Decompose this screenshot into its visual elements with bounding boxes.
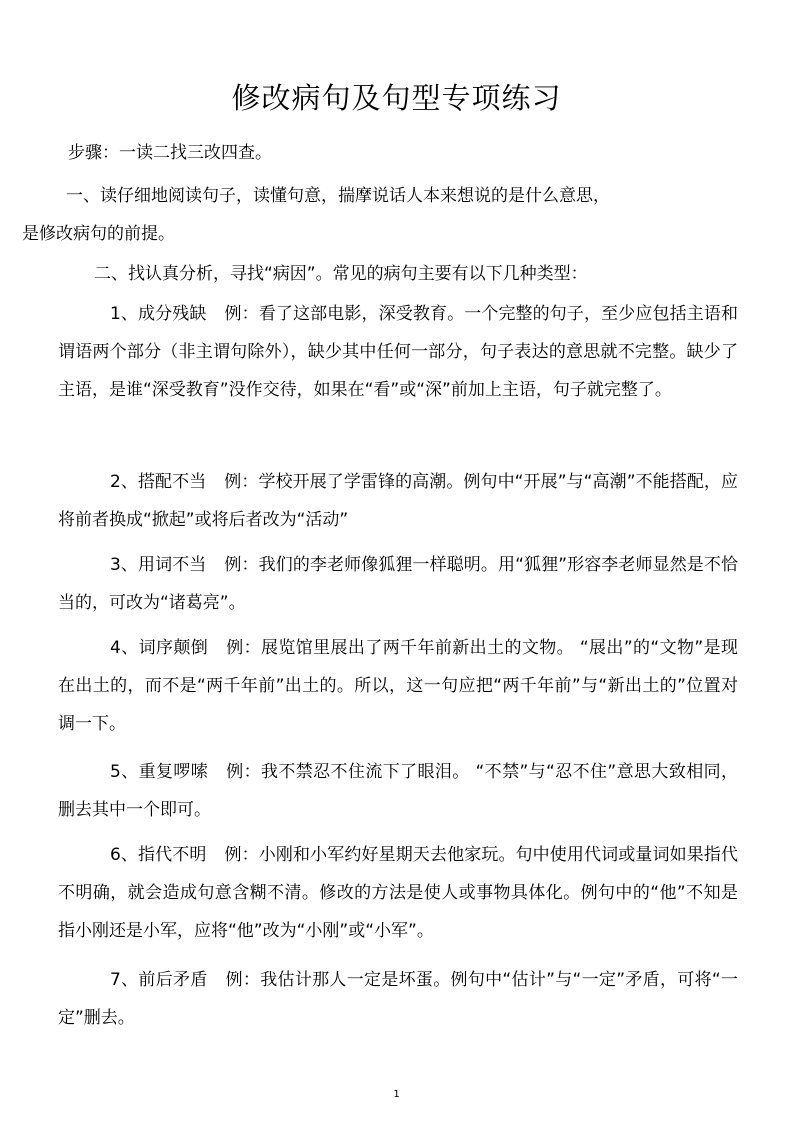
item-2-body: 例：学校开展了学雷锋的高潮。例句中“开展”与“高潮”不能搭配，应将前者换成“掀起”或将后者改为“活动” [58,472,738,530]
item-1-head: 1、成分残缺 [110,304,207,324]
item-2-head: 2、搭配不当 [110,472,207,492]
item-3-head: 3、用词不当 [110,555,207,575]
page-number: 1 [393,1089,400,1100]
item-4-body: 例：展览馆里展出了两千年前新出土的文物。 “展出”的“文物”是现在出土的，而不是“两千年前”出土的。所以，这一句应把“两千年前”与“新出土的”位置对调一下。 [58,638,738,734]
item-6 [58,836,738,950]
item-7-body: 例：我估计那人一定是坏蛋。例句中“估计”与“一定”矛盾，可将“一定”删去。 [58,970,738,1028]
section-2-heading: 二、找认真分析，寻找“病因”。常见的病句主要有以下几种类型： [94,264,588,284]
item-7-head: 7、前后矛盾 [110,970,208,990]
item-3 [58,546,738,622]
item-4 [58,629,738,743]
item-6-head: 6、指代不明 [110,845,207,865]
item-1-body: 例：看了这部电影，深受教育。一个完整的句子，至少应包括主语和谓语两个部分（非主谓句除外），缺少其中任何一部分，句子表达的意思就不完整。缺少了主语，是谁“深受教育”没作交待，如果在“看”或“深”前加上主语，句子就完整了。 [58,304,738,400]
steps-line: 步骤：一读二找三改四查。 [68,143,272,163]
item-1 [58,295,738,409]
item-3-body: 例：我们的李老师像狐狸一样聪明。用“狐狸”形容李老师显然是不恰当的，可改为“诸葛亮”。 [58,555,738,613]
item-6-body: 例：小刚和小军约好星期天去他家玩。句中使用代词或量词如果指代不明确，就会造成句意含糊不清。修改的方法是使人或事物具体化。例句中的“他”不知是指小刚还是小军，应将“他”改为“小刚”或“小军”。 [58,845,738,941]
item-7 [58,961,738,1037]
item-5-head: 5、重复啰嗦 [110,762,209,782]
item-5-body: 例：我不禁忍不住流下了眼泪。 “不禁”与“忍不住”意思大致相同，删去其中一个即可。 [58,762,738,820]
item-5 [58,753,738,829]
section-1-line-1: 一、读仔细地阅读句子，读懂句意，揣摩说话人本来想说的是什么意思， [66,186,610,206]
item-4-head: 4、词序颠倒 [110,638,209,658]
section-1-line-2: 是修改病句的前提。 [22,224,175,244]
item-2 [58,463,738,539]
document-title: 修改病句及句型专项练习 [231,81,562,115]
